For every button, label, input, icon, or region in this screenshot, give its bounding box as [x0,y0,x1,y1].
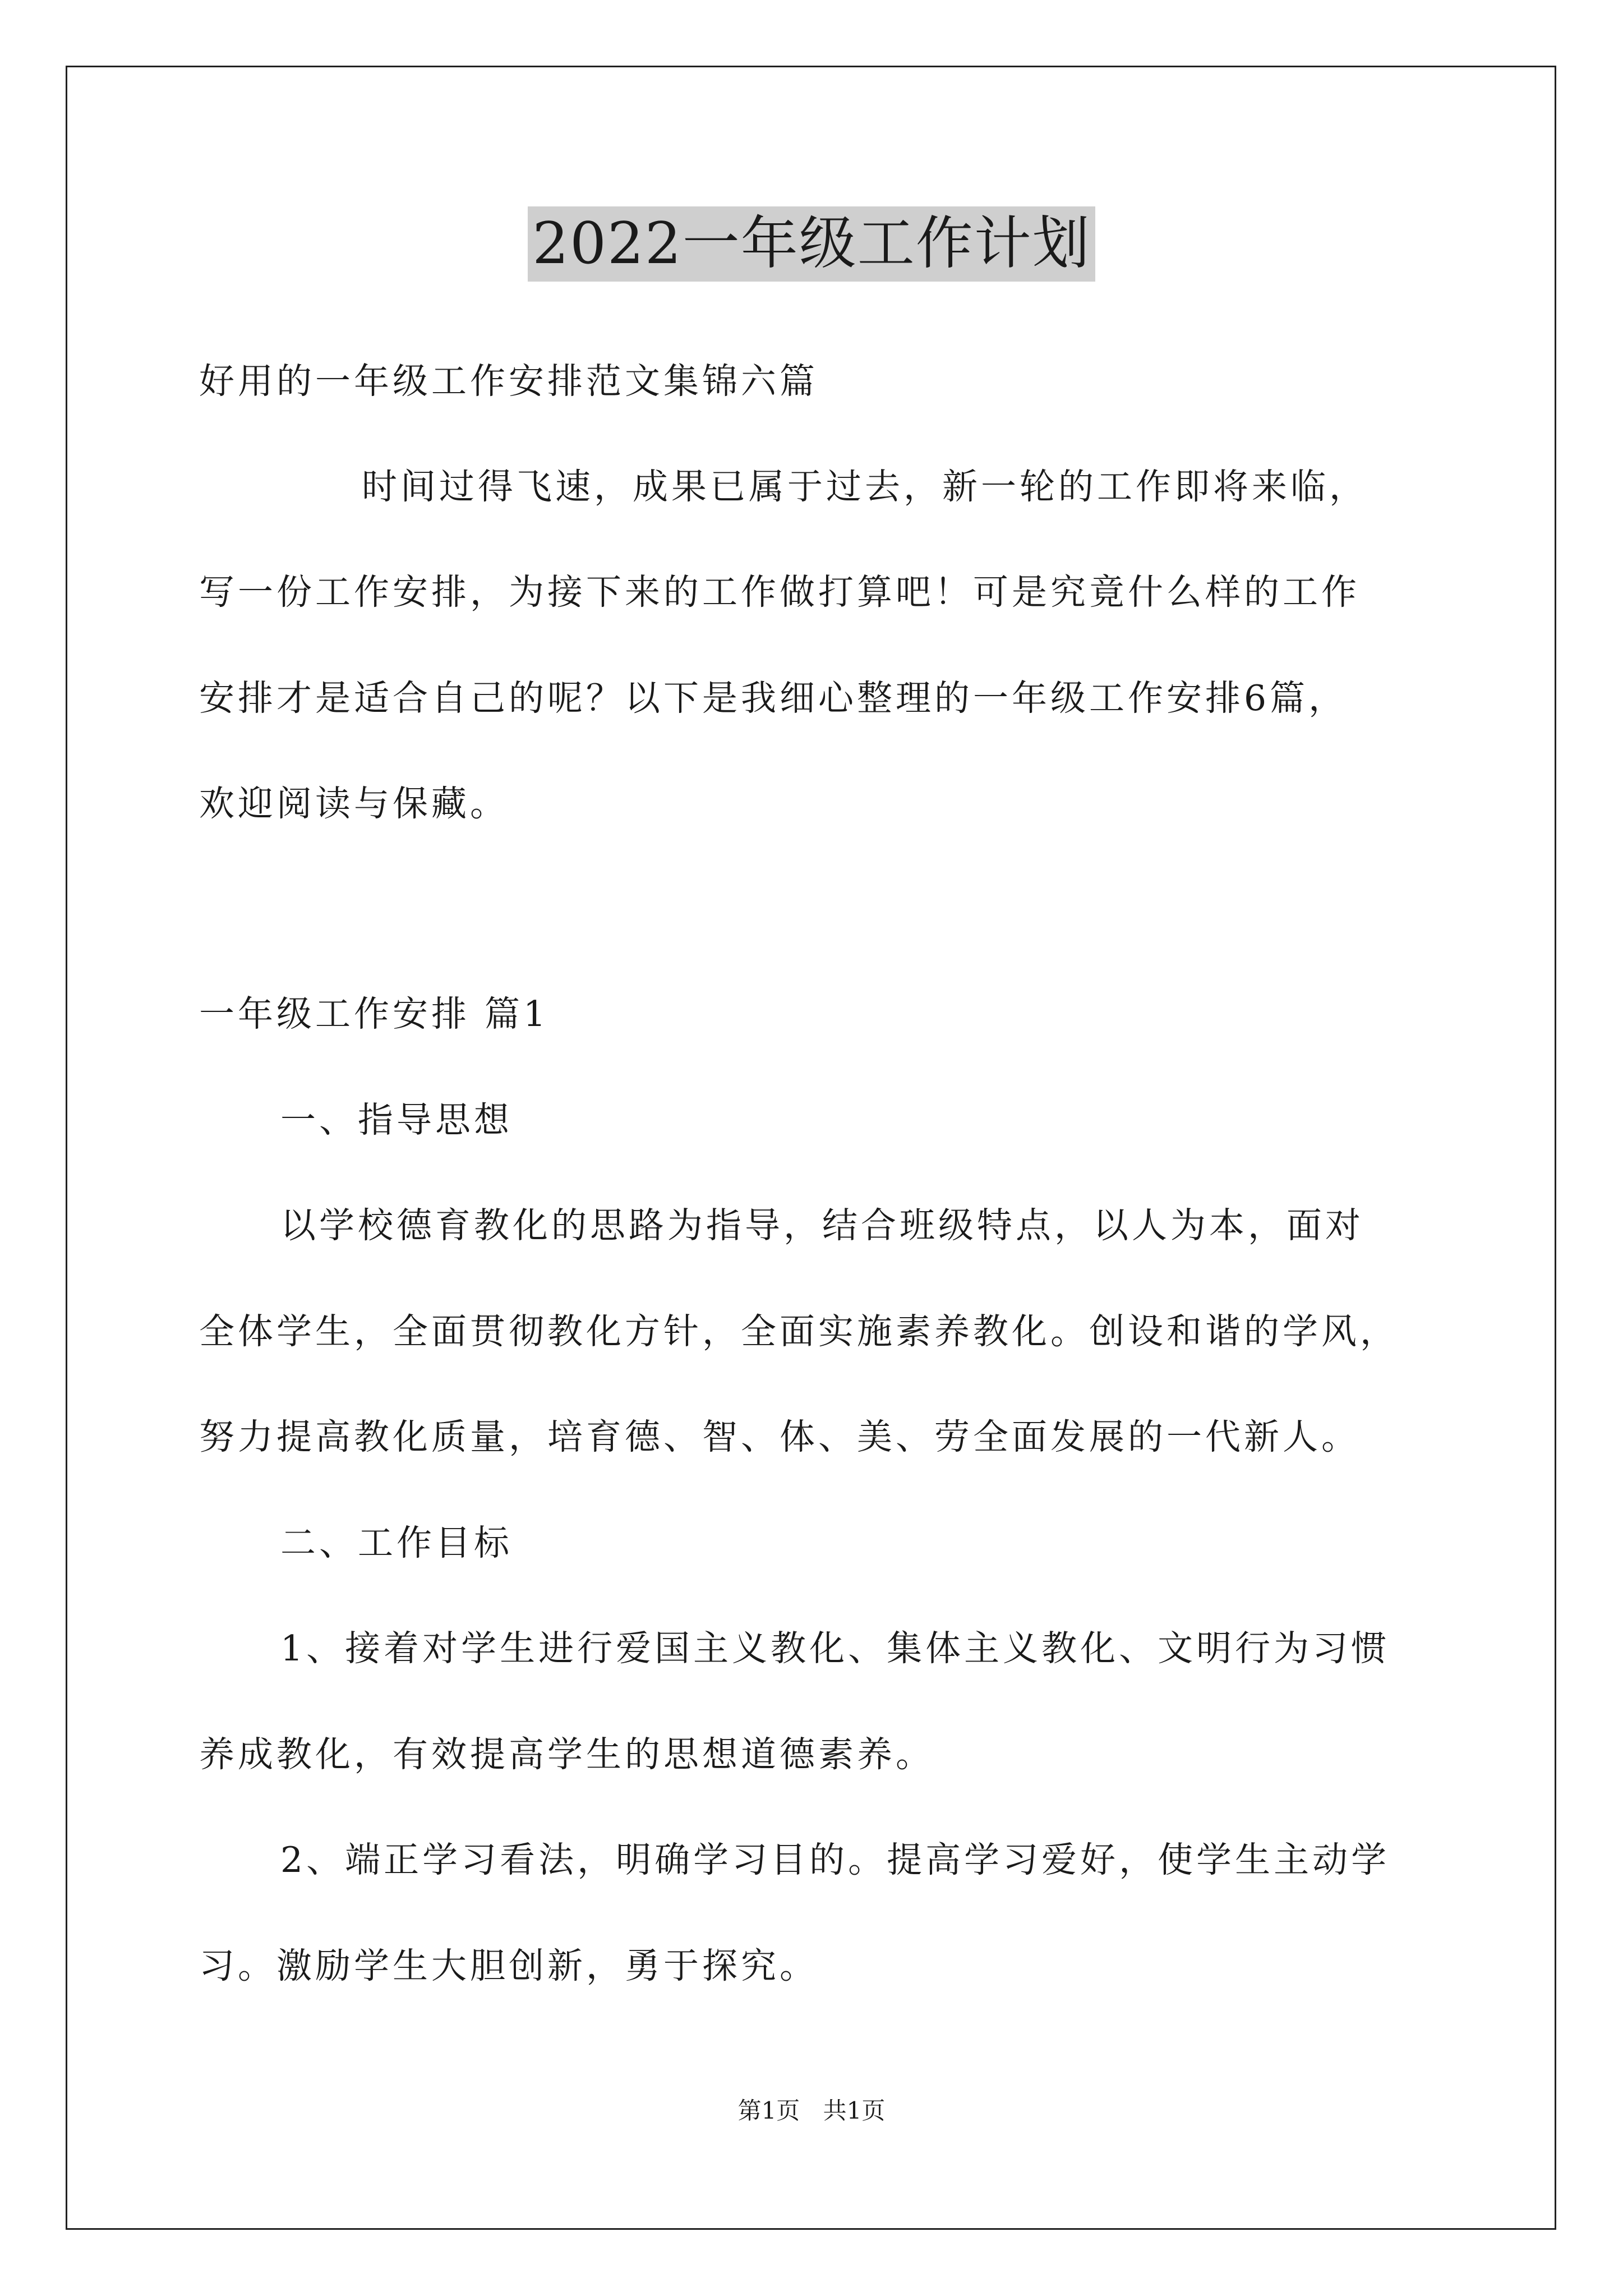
paragraph-line: 时间过得飞速，成果已属于过去，新一轮的工作即将来临， [362,466,1368,507]
paragraph-line: 养成教化，有效提高学生的思想道德素养。 [199,1734,934,1775]
paragraph-line: 努力提高教化质量，培育德、智、体、美、劳全面发展的一代新人。 [199,1416,1360,1457]
page-number-total: 共1页 [823,2097,886,2124]
paragraph-line: 写一份工作安排，为接下来的工作做打算吧！可是究竟什么样的工作 [199,572,1360,613]
paragraph-line: 安排才是适合自己的呢？以下是我细心整理的一年级工作安排6篇， [199,678,1348,719]
title-container [0,206,1623,282]
document-title: 2022一年级工作计划 [528,206,1095,282]
page-number-current: 第1页 [737,2097,800,2124]
subsection-heading: 一、指导思想 [280,1099,513,1140]
section-heading: 一年级工作安排 篇1 [199,993,550,1034]
paragraph-line: 以学校德育教化的思路为指导，结合班级特点，以人为本，面对 [280,1205,1364,1246]
paragraph-line: 习。激励学生大胆创新，勇于探究。 [199,1945,818,1986]
paragraph-line: 2、端正学习看法，明确学习目的。提高学习爱好，使学生主动学 [280,1839,1390,1880]
paragraph-line: 1、接着对学生进行爱国主义教化、集体主义教化、文明行为习惯 [280,1628,1390,1669]
subsection-heading: 二、工作目标 [280,1522,513,1563]
paragraph-line: 全体学生，全面贯彻教化方针，全面实施素养教化。创设和谐的学风， [199,1311,1399,1352]
paragraph-line: 欢迎阅读与保藏。 [199,783,509,824]
page-footer [0,2097,1623,2125]
document-subtitle: 好用的一年级工作安排范文集锦六篇 [199,361,818,402]
